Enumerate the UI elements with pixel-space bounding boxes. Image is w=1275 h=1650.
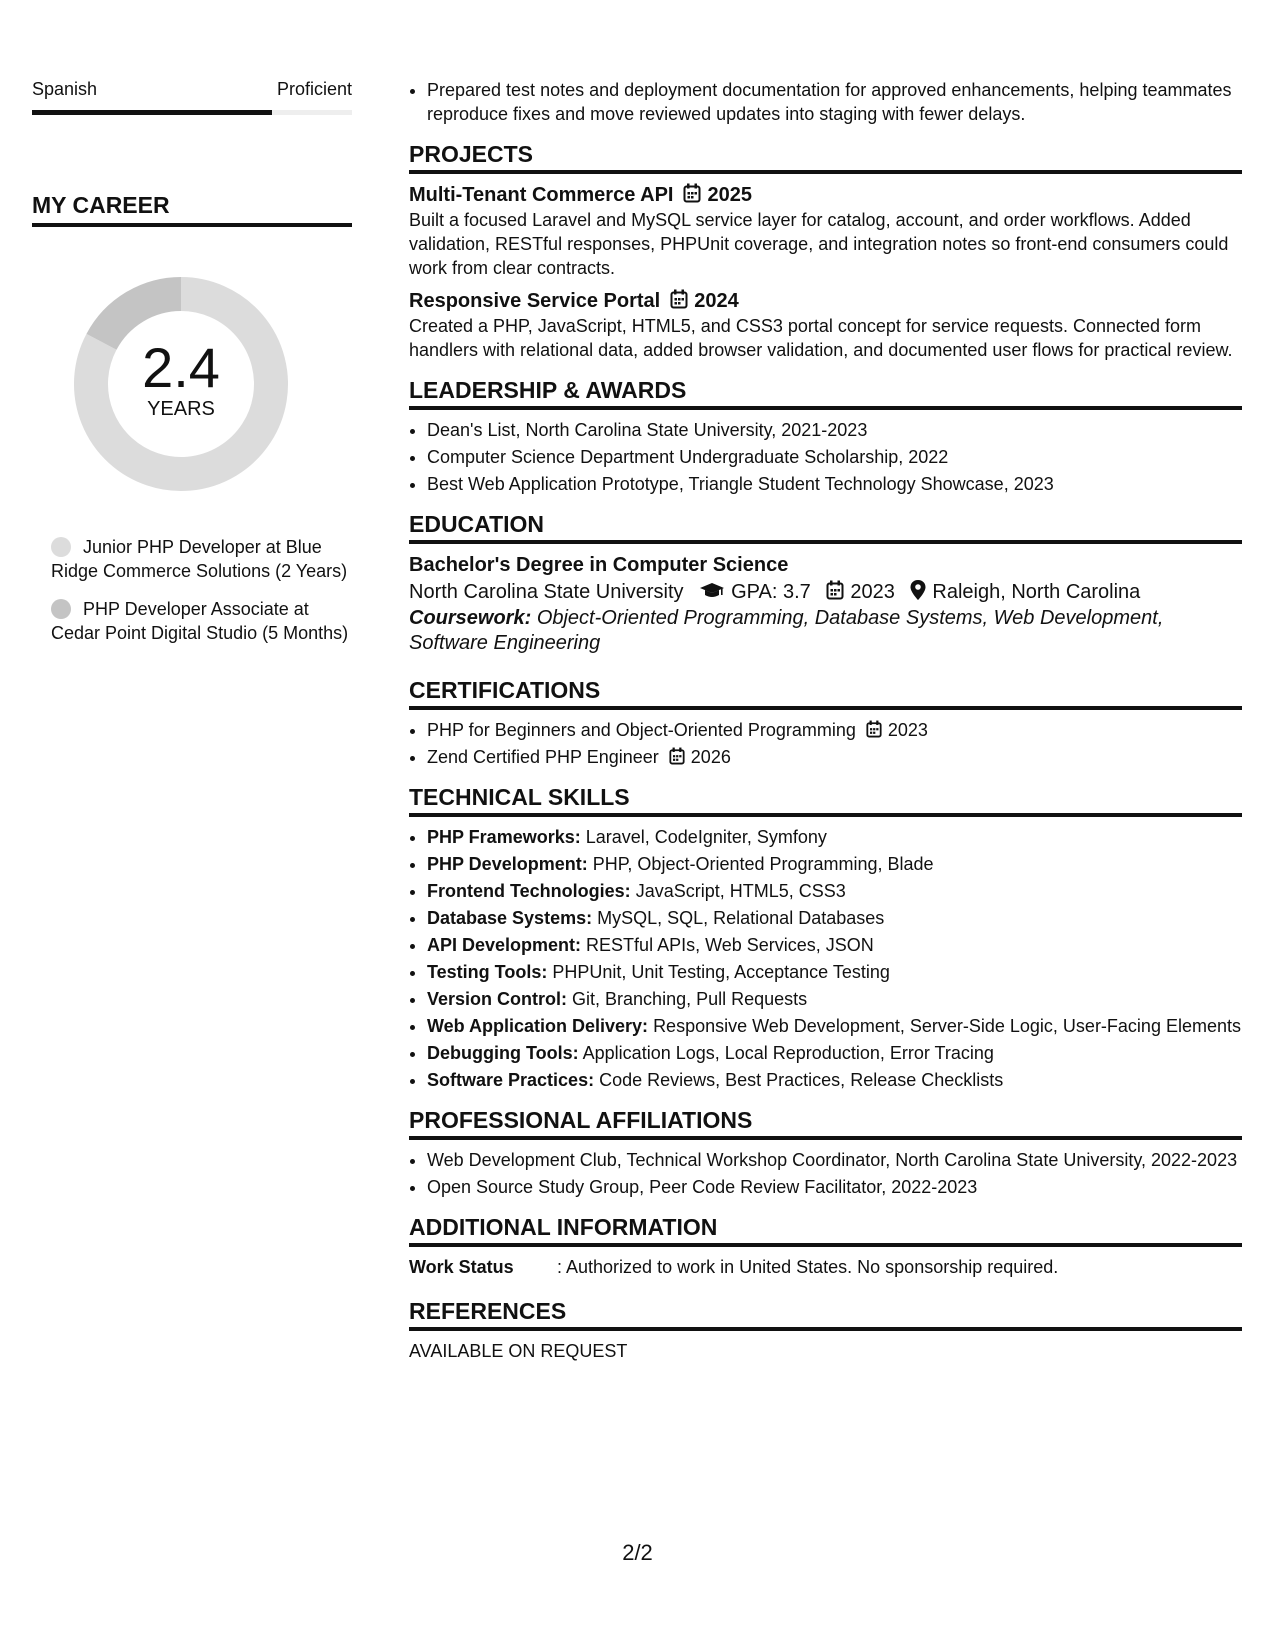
calendar-icon — [826, 580, 844, 600]
list-item — [427, 852, 1242, 876]
project-title-row — [409, 288, 1242, 314]
skill-label: Version Control: — [427, 989, 568, 1009]
section-heading-skills: TECHNICAL SKILLS — [409, 783, 1242, 817]
page-number: 2/2 — [622, 1540, 653, 1565]
location-pin-icon — [910, 580, 926, 600]
references-text: AVAILABLE ON REQUEST — [409, 1341, 628, 1361]
section-heading-affiliations: PROFESSIONAL AFFILIATIONS — [409, 1106, 1242, 1140]
language-level: Proficient — [276, 79, 352, 99]
list-item: • Prepared test notes and deployment documentation for approved enhancements, helping teammates reproduce fixes and move reviewed updates into staging with fewer delays. — [427, 78, 1242, 126]
project-item — [409, 182, 1242, 280]
section-heading-leadership: LEADERSHIP & AWARDS — [409, 376, 1242, 410]
skill-label: Debugging Tools: — [427, 1043, 579, 1063]
list-item — [427, 745, 1242, 769]
list-item — [427, 1014, 1242, 1038]
certifications-list — [409, 718, 1242, 769]
language-proficiency-fill — [32, 110, 272, 115]
list-item: • Best Web Application Prototype, Triangle Student Technology Showcase, 2023 — [427, 472, 1242, 496]
career-item — [51, 535, 352, 583]
right-column — [409, 78, 1242, 1363]
work-status-value: : Authorized to work in United States. No sponsorship required. — [557, 1257, 1059, 1277]
skill-label: Software Practices: — [427, 1070, 595, 1090]
leadership-list — [409, 418, 1242, 496]
skill-label: PHP Development: — [427, 854, 588, 874]
skill-value: RESTful APIs, Web Services, JSON — [586, 935, 874, 955]
list-item — [427, 933, 1242, 957]
career-donut-chart — [66, 269, 296, 499]
language-name: Spanish — [32, 79, 98, 99]
section-heading-additional: ADDITIONAL INFORMATION — [409, 1213, 1242, 1247]
certification-year: 2026 — [690, 747, 731, 767]
certification-year: 2023 — [887, 720, 928, 740]
language-proficiency-bar — [32, 110, 352, 115]
section-heading-projects: PROJECTS — [409, 140, 1242, 174]
skill-value: MySQL, SQL, Relational Databases — [597, 908, 885, 928]
calendar-icon — [670, 289, 688, 309]
graduation-cap-icon — [699, 582, 725, 600]
list-item — [427, 825, 1242, 849]
work-status-row — [409, 1255, 1242, 1279]
skill-value: Laravel, CodeIgniter, Symfony — [585, 827, 827, 847]
list-item: • Dean's List, North Carolina State University, 2021-2023 — [427, 418, 1242, 442]
skill-value: Code Reviews, Best Practices, Release Checklists — [599, 1070, 1004, 1090]
list-item: • Open Source Study Group, Peer Code Review Facilitator, 2022-2023 — [427, 1175, 1242, 1199]
career-item-text: Junior PHP Developer at Blue Ridge Commerce Solutions (2 Years) — [51, 537, 348, 581]
career-item — [51, 597, 352, 645]
section-heading-references: REFERENCES — [409, 1297, 1242, 1331]
project-description: Created a PHP, JavaScript, HTML5, and CSS3 portal concept for service requests. Connected form handlers with relational data, added browser validation, and documented user flows for practical review. — [409, 316, 1233, 360]
legend-dot-icon — [51, 599, 71, 619]
career-heading: MY CAREER — [32, 191, 352, 227]
skill-label: PHP Frameworks: — [427, 827, 581, 847]
career-item-text: PHP Developer Associate at Cedar Point Digital Studio (5 Months) — [51, 599, 349, 643]
section-heading-education: EDUCATION — [409, 510, 1242, 544]
education-location: Raleigh, North Carolina — [932, 581, 1141, 603]
skill-label: Web Application Delivery: — [427, 1016, 649, 1036]
skill-value: Git, Branching, Pull Requests — [572, 989, 808, 1009]
certification-name: Zend Certified PHP Engineer — [427, 747, 659, 767]
list-item — [427, 718, 1242, 742]
list-item: • Web Development Club, Technical Workshop Coordinator, North Carolina State University, 2022-2023 — [427, 1148, 1242, 1172]
calendar-icon — [866, 720, 882, 738]
project-year: 2024 — [694, 290, 739, 312]
education-gpa: GPA: 3.7 — [731, 581, 811, 603]
career-total-value: 2.4 — [142, 336, 220, 399]
skill-label: Database Systems: — [427, 908, 593, 928]
donut-center — [66, 269, 296, 499]
coursework-value: Object-Oriented Programming, Database Systems, Web Development, Software Engineering — [409, 607, 1164, 654]
project-title: Responsive Service Portal — [409, 290, 661, 312]
skill-value: JavaScript, HTML5, CSS3 — [635, 881, 846, 901]
list-item — [427, 1068, 1242, 1092]
education-coursework — [409, 606, 1242, 656]
career-total-unit: YEARS — [147, 398, 215, 420]
list-item — [427, 879, 1242, 903]
language-row — [32, 78, 352, 100]
education-degree: Bachelor's Degree in Computer Science — [409, 554, 789, 576]
left-column — [32, 78, 352, 659]
skill-label: Frontend Technologies: — [427, 881, 631, 901]
section-heading-certifications: CERTIFICATIONS — [409, 676, 1242, 710]
skill-value: Responsive Web Development, Server-Side Logic, User-Facing Elements — [653, 1016, 1241, 1036]
career-list — [32, 535, 352, 645]
list-item — [427, 906, 1242, 930]
skills-list — [409, 825, 1242, 1092]
legend-dot-icon — [51, 537, 71, 557]
list-item — [427, 1041, 1242, 1065]
project-title-row — [409, 182, 1242, 208]
coursework-label: Coursework: — [409, 607, 532, 629]
skill-value: PHP, Object-Oriented Programming, Blade — [592, 854, 934, 874]
list-item — [427, 960, 1242, 984]
skill-value: PHPUnit, Unit Testing, Acceptance Testing — [552, 962, 890, 982]
skill-value: Application Logs, Local Reproduction, Error Tracing — [582, 1043, 994, 1063]
calendar-icon — [669, 747, 685, 765]
skill-label: Testing Tools: — [427, 962, 548, 982]
certification-name: PHP for Beginners and Object-Oriented Programming — [427, 720, 856, 740]
education-details — [409, 578, 1242, 606]
project-title: Multi-Tenant Commerce API — [409, 184, 674, 206]
experience-tail-list — [409, 78, 1242, 126]
list-item: • Computer Science Department Undergraduate Scholarship, 2022 — [427, 445, 1242, 469]
project-item — [409, 288, 1242, 362]
list-item — [427, 987, 1242, 1011]
education-year: 2023 — [850, 581, 895, 603]
calendar-icon — [683, 183, 701, 203]
affiliations-list — [409, 1148, 1242, 1199]
work-status-label: Work Status — [409, 1257, 514, 1277]
skill-label: API Development: — [427, 935, 582, 955]
project-description: Built a focused Laravel and MySQL service layer for catalog, account, and order workflows. Added validation, RESTful responses, PHPUnit coverage, and integration notes so front-end consumers could work from clear contracts. — [409, 210, 1229, 278]
education-school: North Carolina State University — [409, 581, 684, 603]
project-year: 2025 — [707, 184, 752, 206]
